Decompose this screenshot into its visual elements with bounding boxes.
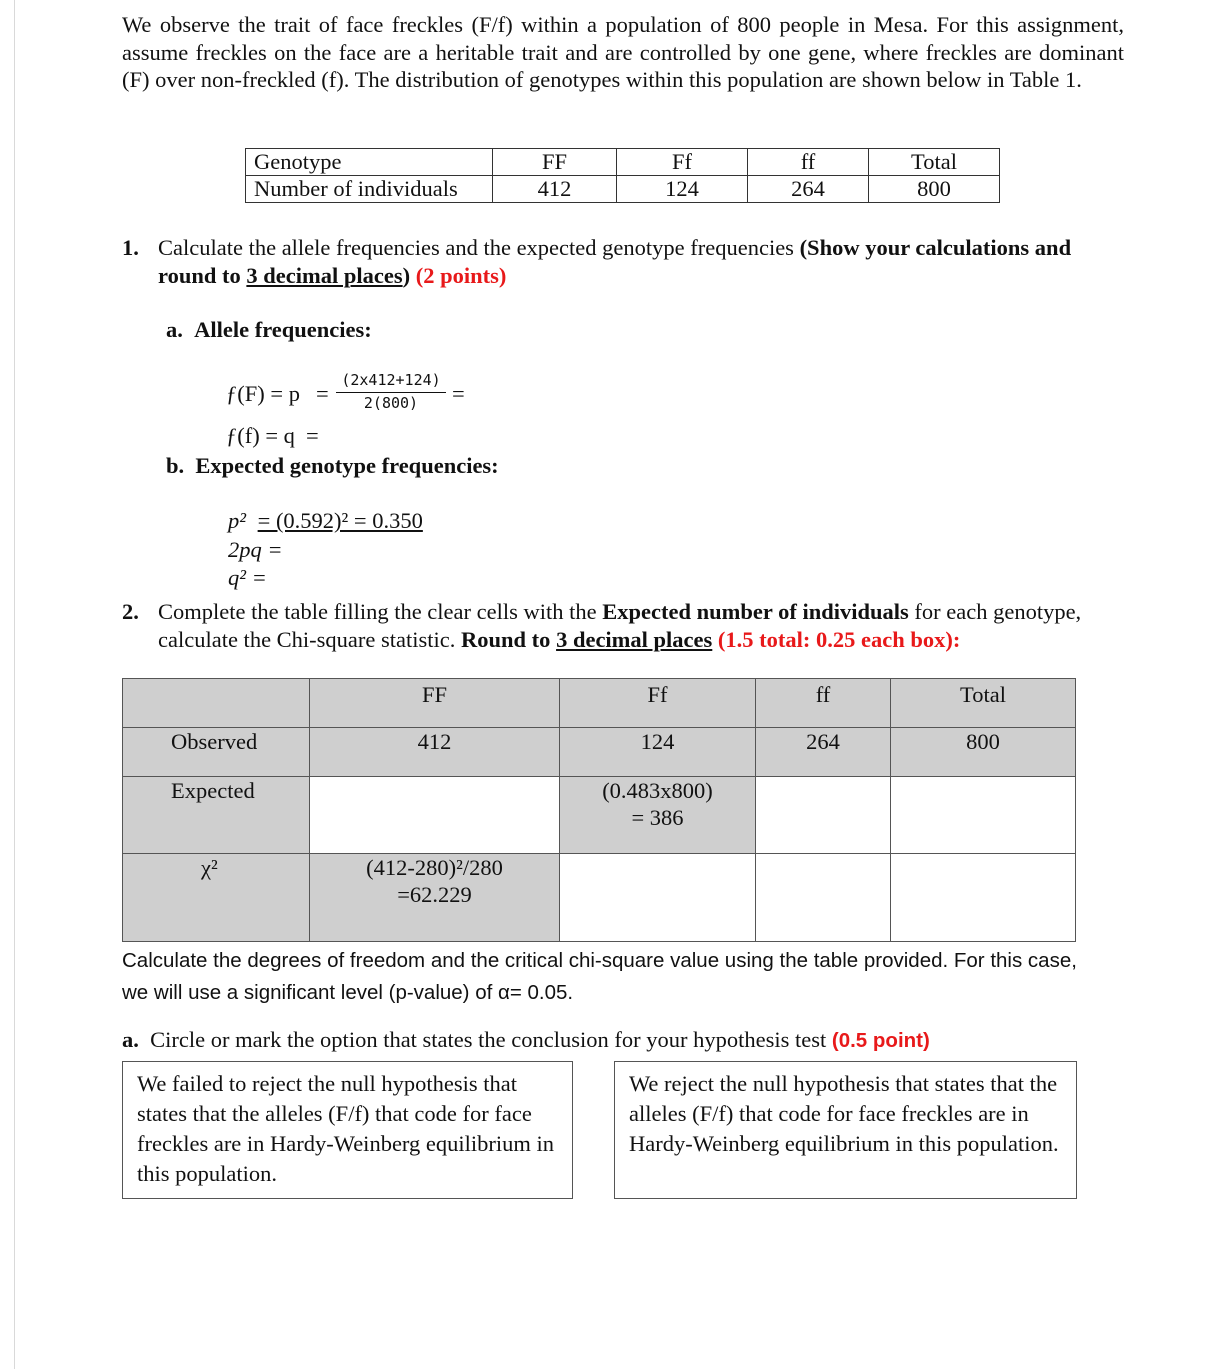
section-title: Allele frequencies: [194, 317, 372, 342]
genotype-table [245, 148, 1000, 203]
table-row [246, 149, 1000, 176]
option-fail-to-reject[interactable]: We failed to reject the null hypothesis that states that the alleles (F/f) that code for face freckles are in Hardy-Weinberg equilibrium in this population. [122, 1061, 573, 1199]
chi-ff-input[interactable] [756, 854, 891, 942]
table-cell: FF [310, 679, 560, 728]
table-cell: Total [891, 679, 1076, 728]
table-cell: 124 [617, 176, 748, 203]
table-cell: Ff [617, 149, 748, 176]
table-row [123, 679, 1076, 728]
expected-total-input[interactable] [891, 777, 1076, 854]
question-text: Circle or mark the option that states the conclusion for your hypothesis test [150, 1027, 827, 1052]
table-cell [310, 854, 560, 942]
question-instruction-close: ) [402, 262, 411, 288]
table-cell: Total [869, 149, 1000, 176]
table-cell: ff [748, 149, 869, 176]
question-2a [122, 1026, 1122, 1055]
section-label: b. [166, 453, 185, 478]
section-b-heading [166, 452, 499, 480]
cell-line: = 386 [631, 805, 684, 830]
points-label: (0.5 point) [831, 1029, 930, 1052]
question-text: Calculate the allele frequencies and the expected genotype frequencies [158, 235, 794, 260]
table-cell: χ² [123, 854, 310, 942]
expected-ff-input[interactable] [756, 777, 891, 854]
table-cell [560, 777, 756, 854]
table-cell [123, 679, 310, 728]
table-row [123, 777, 1076, 854]
question-text: for each genotype, calculate the Chi-square statistic. [158, 599, 1082, 652]
p-squared-value: = (0.592)² = 0.350 [257, 508, 423, 533]
cell-line: (0.483x800) [602, 778, 713, 803]
formula-fF-label: ƒ(F) = p [226, 381, 300, 406]
table-row [123, 854, 1076, 942]
two-pq-line: 2pq = [228, 537, 283, 562]
page-margin-line [14, 0, 15, 1369]
option-reject[interactable]: We reject the null hypothesis that states that the alleles (F/f) that code for face freckles are in Hardy-Weinberg equilibrium in this population. [614, 1061, 1077, 1199]
table-cell: 264 [756, 728, 891, 777]
formula-equals: = [452, 381, 465, 406]
table-cell: Number of individuals [246, 176, 493, 203]
formula-ff-label: ƒ(f) = q [226, 423, 295, 448]
p-squared-label: p² [228, 508, 246, 533]
chi-Ff-input[interactable] [560, 854, 756, 942]
q-squared-line: q² = [228, 565, 267, 590]
question-instruction: Round to [461, 626, 557, 652]
table-cell: 800 [891, 728, 1076, 777]
table-cell: ff [756, 679, 891, 728]
table-cell: Observed [123, 728, 310, 777]
table-row [246, 176, 1000, 203]
section-label: a. [166, 317, 183, 342]
fraction-numerator: (2x412+124) [341, 371, 441, 389]
question-number: 2. [122, 599, 139, 624]
table-cell: 124 [560, 728, 756, 777]
intro-paragraph: We observe the trait of face freckles (F/f) within a population of 800 people in Mesa. For this assignment, assume freckles on the face are a heritable trait and are controlled by one gene, where freckles are dominant (F) over non-freckled (f). The distribution of genotypes within this population are shown below in Table 1. [122, 12, 1124, 92]
expected-FF-input[interactable] [310, 777, 560, 854]
table-cell: Genotype [246, 149, 493, 176]
question-2 [122, 598, 1122, 653]
table-cell: 412 [310, 728, 560, 777]
fraction [336, 370, 446, 413]
chi-square-table [122, 678, 1076, 942]
section-a-heading [166, 316, 372, 344]
question-instruction-underlined: 3 decimal places [246, 262, 403, 288]
table-cell: FF [493, 149, 617, 176]
table-cell: 264 [748, 176, 869, 203]
table-cell: 800 [869, 176, 1000, 203]
degrees-of-freedom-text: Calculate the degrees of freedom and the critical chi-square value using the table provided. For this case, we will use a significant level (p-value) of α= 0.05. [122, 949, 1077, 1004]
question-instruction: (Show your calculations and round to [158, 235, 1072, 288]
formula-equals: = [316, 381, 329, 406]
question-1 [122, 234, 1122, 289]
table-row [123, 728, 1076, 777]
section-title: Expected genotype frequencies: [195, 453, 499, 478]
table-cell: Expected [123, 777, 310, 854]
question-emphasis: Expected number of individuals [602, 599, 909, 624]
section-label: a. [122, 1027, 139, 1052]
table-cell: Ff [560, 679, 756, 728]
table-cell: 412 [493, 176, 617, 203]
question-text: Complete the table filling the clear cells with the [158, 599, 603, 624]
fraction-denominator: 2(800) [363, 394, 419, 412]
question-instruction-underlined: 3 decimal places [556, 626, 713, 652]
cell-line: (412-280)²/280 [366, 855, 503, 880]
points-label: (2 points) [415, 262, 507, 288]
formula-equals: = [306, 423, 319, 448]
cell-line: =62.229 [397, 882, 472, 907]
chi-total-input[interactable] [891, 854, 1076, 942]
points-label: (1.5 total: 0.25 each box): [717, 626, 961, 652]
p-squared-line [228, 507, 423, 535]
question-number: 1. [122, 235, 139, 260]
